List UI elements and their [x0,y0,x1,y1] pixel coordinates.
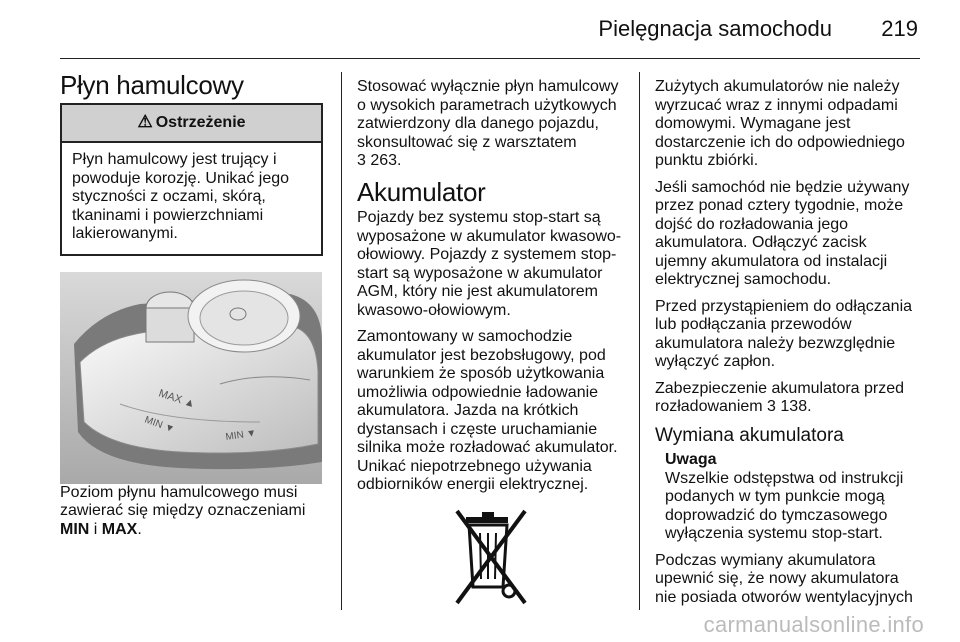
brake-fluid-reservoir-photo [60,272,322,484]
column-divider [639,72,640,610]
photo-label-max: MAX ▲ [157,386,197,411]
header-rule [60,58,920,59]
photo-label-min-left: MIN ▼ [142,413,176,435]
photo-caption [60,484,323,540]
column-2 [357,78,625,612]
column-1 [60,70,323,547]
battery-paragraph-1: Pojazdy bez systemu stop-start są wyposażone w akumulator kwasowo-ołowiowy. Pojazdy z systemem stop-start są wyposażone w akumulator AGM, który nie jest akumulatorem kwasowo-ołowiowym. [357,209,622,319]
caption-conjunction: i [89,520,102,538]
warning-box [60,103,323,256]
brake-fluid-text: Stosować wyłącznie płyn hamulcowy o wysokich parametrach użytkowych zatwierdzony dla danego pojazdu, skonsultować się z warsztatem [357,78,619,151]
subsection-title-battery-replacement: Wymiana akumulatora [655,424,844,446]
battery-paragraph-2: Zamontowany w samochodzie akumulator jest bezobsługowy, pod warunkiem że sposób użytkowania umożliwia odpowiednie ładowanie akumulatora. Jazda na krótkich dystansach i częste uruchamianie silnika może rozładować akumulator. Unikać niepotrzebnego używania odbiorników energii elektrycznej. [357,328,618,493]
header-title: Pielęgnacja samochodu [598,16,832,41]
warning-text: Płyn hamulcowy jest trujący i powoduje korozję. Unikać jego styczności z oczami, skórą, tkaninami i powierzchniami lakierowanymi. [72,151,290,242]
caption-max: MAX [101,520,138,538]
battery-paragraph-5: Przed przystąpieniem do odłączania lub podłączania przewodów akumulatora należy bezwzględnie wyłączyć zapłon. [655,297,913,370]
page-number: 219 [881,16,918,41]
note-text: Wszelkie odstępstwa od instrukcji podanych w tym punkcie mogą doprowadzić do tymczasowego wyłączenia systemu stop-start. [665,469,904,542]
note-title: Uwaga [665,451,717,468]
battery-paragraph-3: Zużytych akumulatorów nie należy wyrzucać wraz z innymi odpadami domowymi. Wymagane jest dostarczenie ich do odpowiedniego punktu zbiórki. [655,78,905,169]
battery-paragraph-6: Zabezpieczenie akumulatora przed rozładowaniem 3 138. [655,379,905,415]
warning-header [62,105,321,144]
caption-text: Poziom płynu hamulcowego musi zawierać się między oznaczeniami [60,483,306,519]
crossed-out-wheelie-bin-icon [357,507,625,613]
battery-paragraph-4: Jeśli samochód nie będzie używany przez ponad cztery tygodnie, może dojść do rozładowania jego akumulatora. Odłączyć zacisk ujemny akumulatora od instalacji elektrycznej samochodu. [655,178,910,288]
caption-min: MIN [60,520,90,538]
column-3 [655,78,917,615]
section-title-brake-fluid: Płyn hamulcowy [60,70,244,100]
battery-replacement-paragraph: Podczas wymiany akumulatora upewnić się, że nowy akumulatora nie posiada otworów wentylacyjnych [655,551,913,606]
column-divider [341,72,342,610]
caption-period: . [137,520,142,538]
brake-fluid-paragraph [357,78,625,171]
warning-triangle-icon: ⚠ [137,111,153,131]
photo-label-min-right: MIN ▼ [224,427,258,443]
page-reference-263[interactable]: 3 263. [357,152,402,169]
watermark: carmanualsonline.info [703,612,924,637]
warning-label: Ostrzeżenie [155,113,246,131]
note-box [665,451,917,544]
section-title-battery: Akumulator [357,176,486,207]
